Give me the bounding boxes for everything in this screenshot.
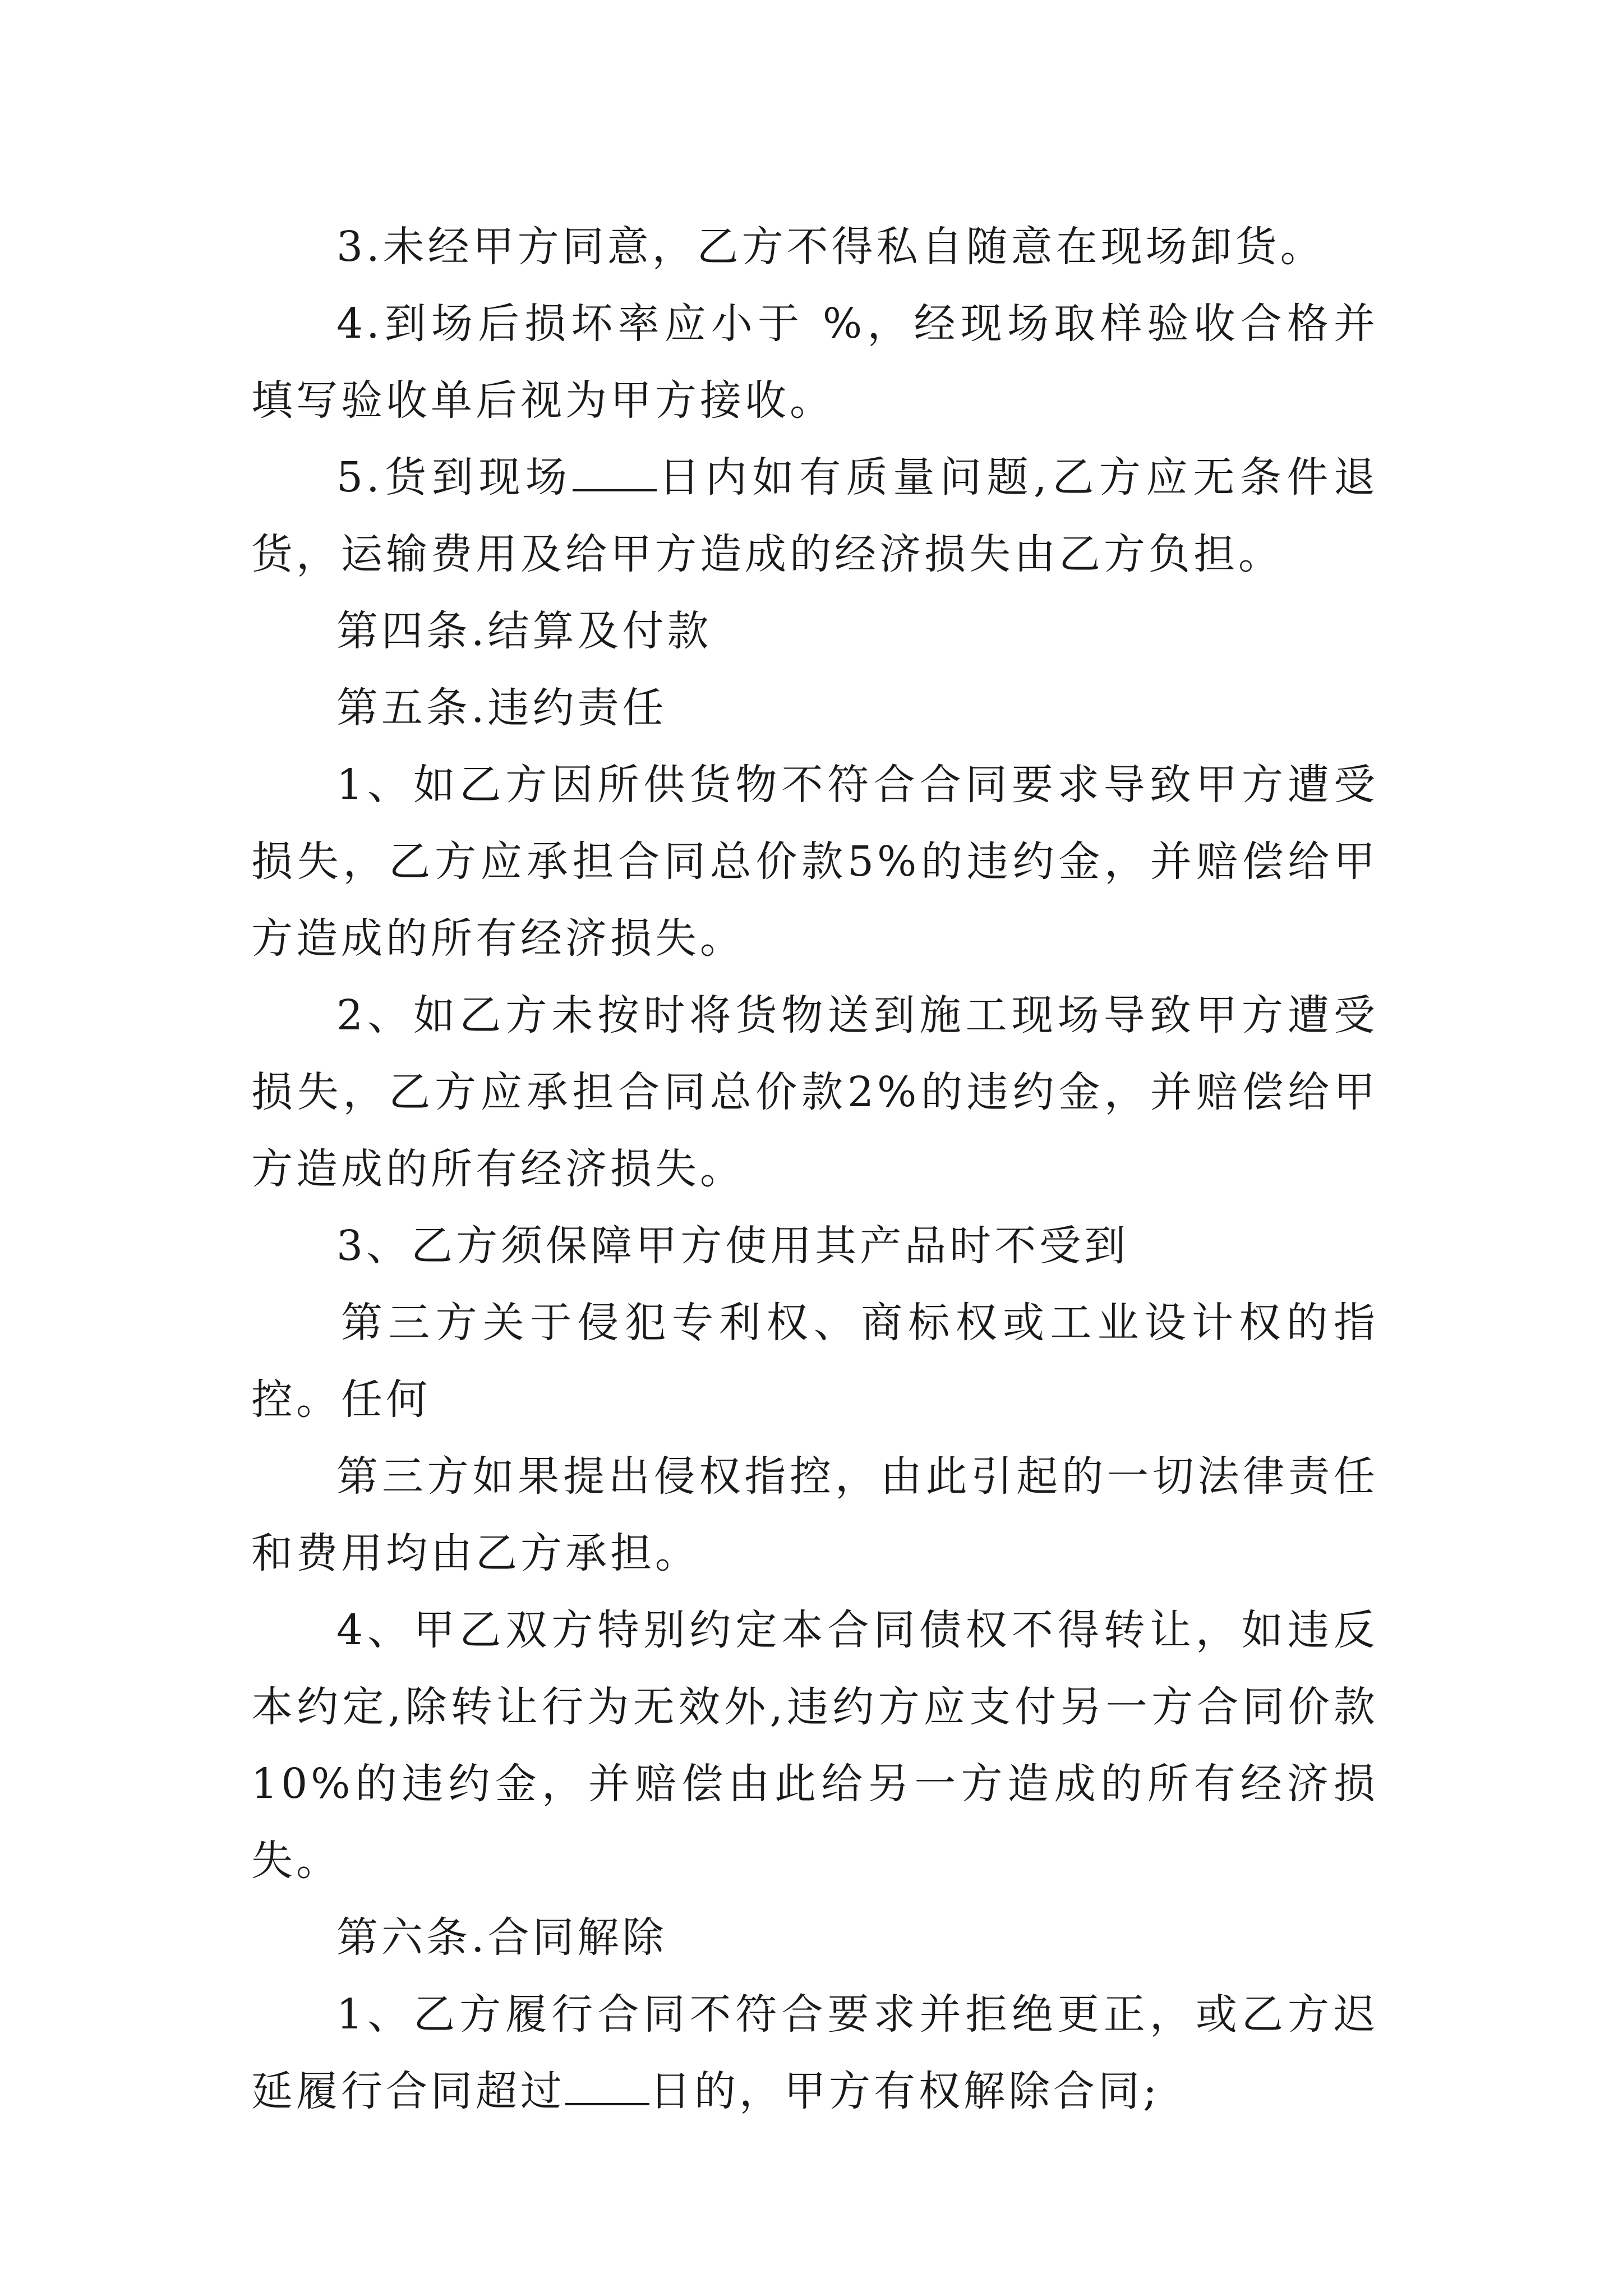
clause-5-lead: 5.货到现场 — [336, 453, 573, 501]
clause-3-unloading: 3.未经甲方同意，乙方不得私自随意在现场卸货。 — [336, 223, 1325, 271]
breach-clause-2: 2、如乙方未按时将货物送到施工现场导致甲方遭受损失，乙方应承担合同总价款2%的违约金，并赔偿给甲方造成的所有经济损失。 — [251, 991, 1378, 1193]
article-4-heading: 第四条.结算及付款 — [336, 607, 712, 655]
breach-clause-3-continued: 第三方关于侵犯专利权、商标权或工业设计权的指控。任何 — [251, 1299, 1378, 1424]
clause-4-damage-rate: 4.到场后损坏率应小于 %，经现场取样验收合格并填写验收单后视为甲方接收。 — [251, 300, 1378, 425]
breach-clause-1: 1、如乙方因所供货物不符合合同要求导致甲方遭受损失，乙方应承担合同总价款5%的违约金，并赔偿给甲方造成的所有经济损失。 — [251, 761, 1378, 963]
clause-5-rest: 日内如有质量问题,乙方应无条件退货，运输费用及给甲方造成的经济损失由乙方负担。 — [251, 453, 1378, 578]
fill-in-blank-days — [573, 455, 657, 491]
breach-clause-4: 4、甲乙双方特别约定本合同债权不得转让，如违反本约定,除转让行为无效外,违约方应支付另一方合同价款10%的违约金，并赔偿由此给另一方造成的所有经济损失。 — [251, 1606, 1378, 1885]
fill-in-blank-days-2 — [565, 2069, 649, 2105]
termination-clause-1-rest: 日的，甲方有权解除合同; — [649, 2067, 1160, 2115]
breach-clause-3-liability: 第三方如果提出侵权指控，由此引起的一切法律责任和费用均由乙方承担。 — [251, 1452, 1378, 1577]
termination-clause-1 — [251, 1976, 1378, 2130]
article-5-heading: 第五条.违约责任 — [336, 684, 667, 732]
termination-clause-1-lead: 1、乙方履行合同不符合要求并拒绝更正，或乙方迟延履行合同超过 — [251, 1990, 1378, 2115]
article-6-heading: 第六条.合同解除 — [336, 1913, 667, 1962]
breach-clause-3: 3、乙方须保障甲方使用其产品时不受到 — [336, 1222, 1129, 1270]
document-body — [251, 209, 1378, 2130]
clause-5-quality-return — [251, 439, 1378, 593]
